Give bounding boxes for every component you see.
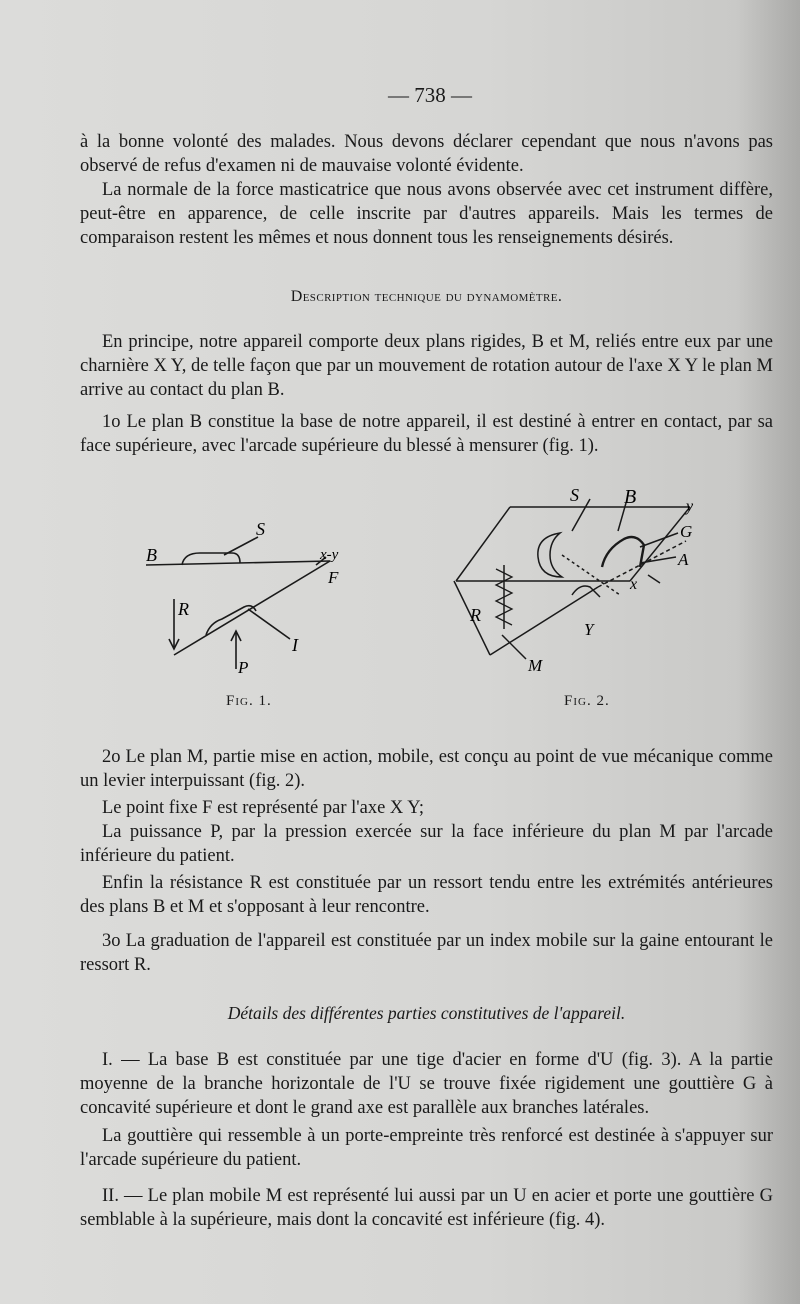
paragraph: La normale de la force masticatrice que nous avons observée avec cet instrument diffère, peut-être en apparence, de celle inscrite par d'autres appareils. Mais les termes de comparaison restent les mêmes et nous donnent tous les renseignements désirés.: [80, 180, 773, 248]
fig2-label-g: G: [680, 522, 693, 541]
figure-2-caption: Fig. 2.: [564, 693, 610, 709]
page-number: — 738 —: [388, 83, 472, 107]
paragraph: 2o Le plan M, partie mise en action, mobile, est conçu au point de vue mécanique comme un levier interpuissant (fig. 2).: [80, 747, 773, 791]
principle-text: [80, 330, 773, 458]
figure-1-diagram: [140, 515, 360, 685]
paragraph: à la bonne volonté des malades. Nous devons déclarer cependant que nous n'avons pas observé de refus d'examen ni de mauvaise volonté évidente.: [80, 132, 773, 176]
mechanics-text: [80, 745, 773, 977]
fig1-label-p: P: [238, 658, 249, 677]
fig2-label-m: M: [528, 656, 543, 675]
paragraph: 1o Le plan B constitue la base de notre appareil, il est destiné à entrer en contact, par sa face supérieure, avec l'arcade supérieure du blessé à mensurer (fig. 1).: [80, 412, 773, 456]
paragraph: I. — La base B est constituée par une tige d'acier en forme d'U (fig. 3). A la partie moyenne de la branche horizontale de l'U se trouve fixée rigidement une gouttière G à concavité supérieure et dont le grand axe est parallèle aux branches latérales.: [80, 1050, 773, 1118]
fig1-label-i: I: [292, 635, 298, 655]
paragraph: Enfin la résistance R est constituée par un ressort tendu entre les extrémités antérieures des plans B et M et s'opposant à leur rencontre.: [80, 873, 773, 917]
paragraph: La gouttière qui ressemble à un porte-empreinte très renforcé est destinée à s'appuyer sur l'arcade supérieure du patient.: [80, 1126, 773, 1170]
figure-2-diagram: [440, 485, 710, 685]
fig2-label-y: Y: [584, 620, 594, 639]
paragraph: La puissance P, par la pression exercée sur la face inférieure du plan M par l'arcade inférieure du patient.: [80, 822, 773, 866]
subsection-heading: Détails des différentes parties constitutives de l'appareil.: [227, 1003, 626, 1023]
section-heading: Description technique du dynamomètre.: [290, 288, 563, 305]
fig1-label-xy: x-y: [320, 547, 339, 563]
paragraph: Le point fixe F est représenté par l'axe X Y;: [102, 798, 425, 818]
details-text: [80, 1048, 773, 1232]
paragraph: II. — Le plan mobile M est représenté lui aussi par un U en acier et porte une gouttière G semblable à la supérieure, mais dont la concavité est inférieure (fig. 4).: [80, 1186, 773, 1230]
paragraph: En principe, notre appareil comporte deux plans rigides, B et M, reliés entre eux par une charnière X Y, de telle façon que par un mouvement de rotation autour de l'axe X Y le plan M arrive au contact du plan B.: [80, 332, 773, 400]
intro-text: [80, 130, 773, 250]
fig2-label-x: x: [630, 576, 638, 593]
paragraph: 3o La graduation de l'appareil est constituée par un index mobile sur la gaine entourant le ressort R.: [80, 931, 773, 975]
fig2-label-r: R: [470, 605, 481, 625]
fig1-label-r: R: [178, 599, 189, 619]
fig2-label-s: S: [570, 485, 579, 505]
fig1-label-s: S: [256, 519, 265, 539]
figure-1-caption: Fig. 1.: [226, 693, 272, 709]
fig1-label-b: B: [146, 545, 157, 565]
fig1-label-f: F: [328, 568, 339, 587]
fig2-label-b: B: [624, 486, 637, 508]
fig2-label-a: A: [678, 550, 689, 569]
fig2-label-y-top: y: [686, 498, 694, 515]
